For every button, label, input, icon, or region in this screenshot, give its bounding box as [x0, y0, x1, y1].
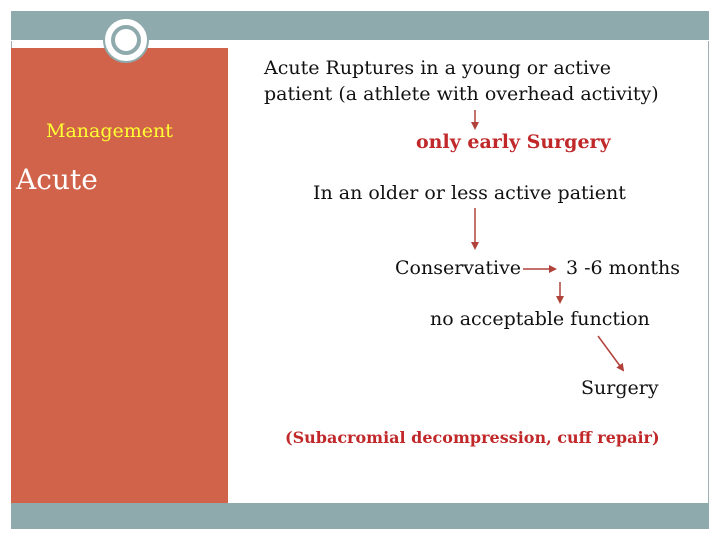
acute-ruptures-line-1: Acute Ruptures in a young or active	[264, 57, 612, 79]
surgery-text: Surgery	[581, 377, 659, 399]
sidebar-title: Acute	[16, 163, 98, 196]
procedure-text: (Subacromial decompression, cuff repair)	[285, 428, 660, 447]
sidebar-label: Management	[46, 120, 173, 142]
arrow-to-surgery-icon	[598, 336, 623, 370]
no-acceptable-function-text: no acceptable function	[430, 308, 650, 330]
duration-text: 3 -6 months	[566, 257, 680, 279]
older-patient-text: In an older or less active patient	[313, 182, 626, 204]
conservative-text: Conservative	[395, 257, 522, 279]
early-surgery-text: only early Surgery	[416, 131, 611, 153]
acute-ruptures-line-2: patient (a athlete with overhead activity)	[264, 83, 659, 105]
